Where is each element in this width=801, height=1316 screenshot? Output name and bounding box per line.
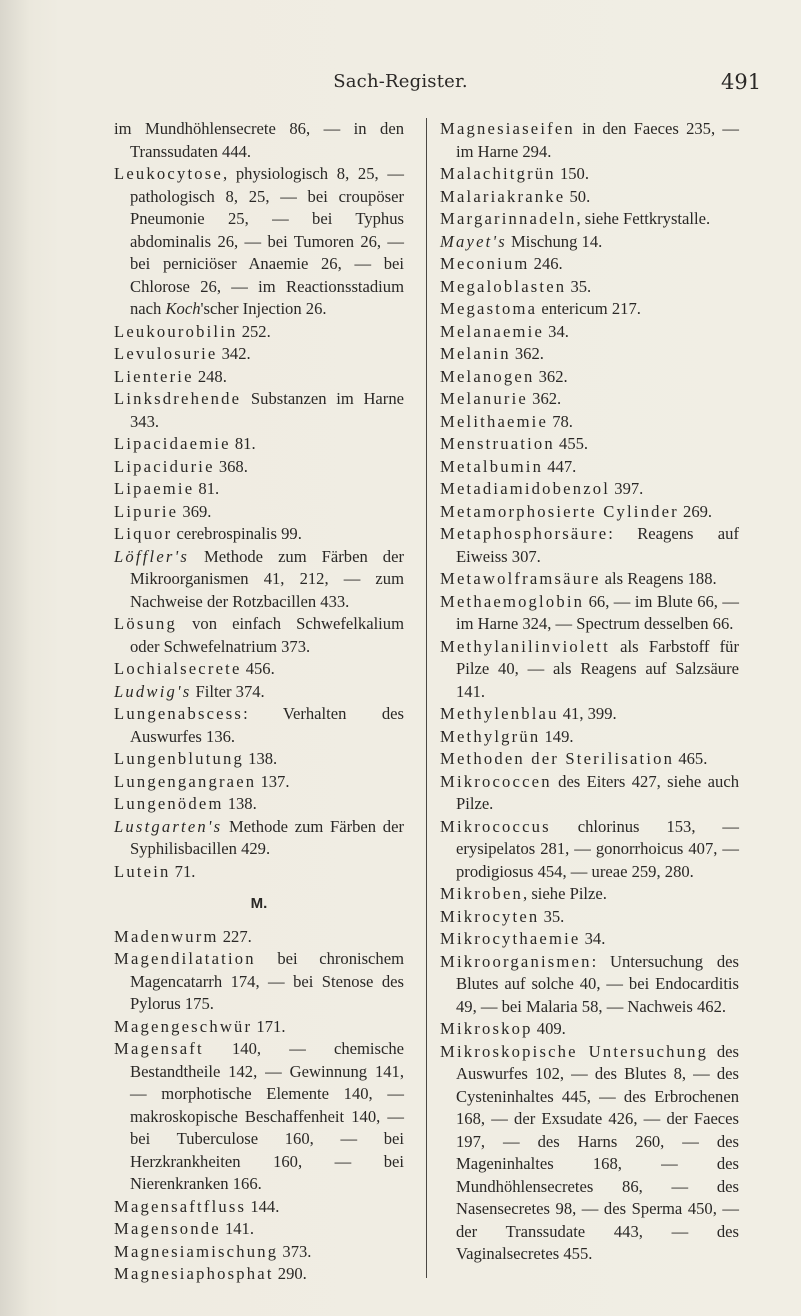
index-entry xyxy=(114,478,404,501)
entry-headword: Mikrocythaemie xyxy=(440,929,581,948)
index-entry xyxy=(440,726,739,749)
entry-references: 362. xyxy=(528,389,562,408)
entry-continuation: im Mundhöhlensecrete 86, — in den Transsudaten 444. xyxy=(114,119,404,161)
entry-references: 78. xyxy=(548,411,573,431)
entry-references: 144. xyxy=(246,1196,280,1216)
entry-references: des Auswurfes 102, — des Blutes 8, — des Cysteninhaltes 445, — des Erbrochenen 168, — der Exsudate 426, — der Faeces 197, — des Harns 260, — des Mageninhaltes 168, — des Mundhöhlensecretes 86, — des Nasensecretes 98, — des Sperma 450, — der Transsudate 443, — des Vaginalsecretes 455. xyxy=(456,1041,739,1263)
entry-references: Methode zum Färben der Syphilisbacillen 429. xyxy=(130,816,404,858)
entry-references: , physiologisch 8, 25, — pathologisch 8, 25, — bei croupöser Pneumonie 25, — bei Typhus abdominalis 26, — bei Tumoren 26, — bei perniciöser Anaemie 26, — bei Chlorose 26, — im Reactionsstadium nach xyxy=(130,164,404,318)
entry-headword: Metadiamidobenzol xyxy=(440,479,611,498)
index-entry xyxy=(114,703,404,748)
entry-headword: Levulosurie xyxy=(114,344,218,363)
index-entry xyxy=(114,681,404,704)
index-entry xyxy=(440,523,739,568)
entry-headword: Methylanilinviolett xyxy=(440,636,610,656)
index-column-right xyxy=(440,118,739,1266)
index-entry xyxy=(114,1263,404,1286)
entry-references: von einfach Schwefelkalium oder Schwefelnatrium 373. xyxy=(130,614,404,656)
index-entry xyxy=(114,861,404,884)
index-entry xyxy=(114,748,404,771)
entry-headword: Lösung xyxy=(114,614,177,633)
entry-headword: Lipaemie xyxy=(114,479,195,498)
entry-references: 373. xyxy=(278,1241,312,1261)
entry-references: cerebrospinalis 99. xyxy=(172,524,302,543)
entry-headword: Methoden der Sterilisation xyxy=(440,749,675,768)
index-entry xyxy=(114,1038,404,1196)
entry-headword: Megaloblasten xyxy=(440,276,567,296)
entry-headword: Metawolframsäure xyxy=(440,569,601,588)
index-entry xyxy=(440,298,739,321)
index-entry xyxy=(440,253,739,276)
index-entry xyxy=(440,906,739,929)
entry-headword: Melanin xyxy=(440,344,511,363)
index-entry xyxy=(114,118,404,163)
index-entry xyxy=(440,433,739,456)
index-column-left xyxy=(114,118,404,1286)
entry-headword: Meconium xyxy=(440,254,530,273)
entry-references: 140, — chemische Bestandtheile 142, — Gewinnung 141, — morphotische Elemente 140, — makroskopische Beschaffenheit 140, — bei Tuberculose 160, — bei Herzkrankheiten 160, — bei Nierenkranken 166. xyxy=(130,1039,404,1193)
entry-headword: Margarinnadeln xyxy=(440,209,577,228)
entry-references: 368. xyxy=(214,456,248,476)
entry-headword: Melanurie xyxy=(440,389,528,408)
index-entry xyxy=(440,231,739,254)
index-entry xyxy=(440,186,739,209)
index-entry xyxy=(440,1041,739,1266)
index-entry xyxy=(440,928,739,951)
entry-references: , siehe Pilze. xyxy=(523,884,607,903)
entry-references: 455. xyxy=(554,434,589,453)
entry-headword: Methylgrün xyxy=(440,726,541,746)
index-entry xyxy=(114,1218,404,1241)
entry-references: 'scher Injection 26. xyxy=(200,299,327,318)
entry-references: 71. xyxy=(170,861,196,881)
entry-headword: Melanogen xyxy=(440,366,535,386)
entry-references: 362. xyxy=(510,344,544,363)
entry-headword: Lungenödem xyxy=(114,794,224,813)
index-entry xyxy=(114,816,404,861)
entry-headword: Malariakranke xyxy=(440,186,566,206)
index-entry xyxy=(440,568,739,591)
entry-references: 465. xyxy=(674,749,708,768)
entry-headword: Mikroorganismen xyxy=(440,951,592,971)
index-entry xyxy=(114,501,404,524)
entry-references: : Verhalten des Auswurfes 136. xyxy=(130,704,404,746)
entry-headword: Liquor xyxy=(114,524,173,543)
index-entry xyxy=(114,366,404,389)
index-entry xyxy=(440,771,739,816)
index-entry xyxy=(440,321,739,344)
entry-references: 409. xyxy=(532,1019,566,1038)
entry-references: Mischung 14. xyxy=(506,231,603,251)
entry-headword: Lipacidaemie xyxy=(114,434,231,453)
index-entry xyxy=(440,748,739,771)
entry-references: 138. xyxy=(223,794,257,813)
index-entry xyxy=(114,793,404,816)
entry-references: : Untersuchung des Blutes auf solche 40, — bei Endocarditis 49, — bei Malaria 58, — Nachweis 462. xyxy=(456,951,739,1016)
index-entry xyxy=(114,163,404,321)
entry-headword: Linksdrehende xyxy=(114,389,242,408)
index-entry xyxy=(114,1241,404,1264)
index-entry xyxy=(440,118,739,163)
entry-references: 369. xyxy=(178,501,212,521)
index-entry xyxy=(114,433,404,456)
entry-references: 290. xyxy=(273,1264,307,1283)
entry-headword: Madenwurm xyxy=(114,926,219,946)
entry-references: 81. xyxy=(230,434,256,453)
entry-headword: Methylenblau xyxy=(440,704,559,723)
entry-headword: Megastoma xyxy=(440,299,538,318)
entry-references: 137. xyxy=(256,771,290,791)
index-entry xyxy=(440,591,739,636)
index-entry xyxy=(114,613,404,658)
entry-references: 35. xyxy=(566,276,592,296)
index-entry xyxy=(440,478,739,501)
entry-headword: Magensonde xyxy=(114,1219,221,1238)
index-entry xyxy=(440,388,739,411)
entry-references: bei chronischem Magencatarrh 174, — bei Stenose des Pylorus 175. xyxy=(130,949,404,1013)
index-entry xyxy=(114,321,404,344)
entry-references: , siehe Fettkrystalle. xyxy=(576,209,711,228)
entry-headword: Melithaemie xyxy=(440,411,549,431)
entry-name-italic: Koch xyxy=(165,299,201,318)
entry-references: als Reagens 188. xyxy=(600,569,717,588)
entry-references: 342. xyxy=(217,344,251,363)
entry-references: chlorinus 153, — erysipelatos 281, — gonorrhoicus 407, — prodigiosus 454, — ureae 259, 280. xyxy=(456,816,739,881)
entry-headword: Leukocytose xyxy=(114,164,223,183)
index-entry xyxy=(440,501,739,524)
index-entry xyxy=(114,523,404,546)
entry-references: 66, — im Blute 66, — im Harne 324, — Spectrum desselben 66. xyxy=(456,591,739,633)
index-entry xyxy=(114,1196,404,1219)
page-number: 491 xyxy=(721,70,762,94)
entry-references: Methode zum Färben der Mikroorganismen 41, 212, — zum Nachweise der Rotzbacillen 433. xyxy=(130,546,404,611)
entry-references: in den Faeces 235, — im Harne 294. xyxy=(456,119,739,161)
entry-references: 34. xyxy=(544,321,569,341)
entry-references: 35. xyxy=(539,906,565,926)
index-entry xyxy=(440,366,739,389)
index-entry xyxy=(114,658,404,681)
index-entry xyxy=(440,343,739,366)
entry-headword: Lipacidurie xyxy=(114,456,215,476)
entry-headword: Metalbumin xyxy=(440,456,544,476)
entry-references: 81. xyxy=(194,479,220,498)
index-entry xyxy=(114,546,404,614)
entry-references: 456. xyxy=(241,659,275,678)
index-entry xyxy=(440,883,739,906)
index-entry xyxy=(114,388,404,433)
entry-headword: Mikrococcen xyxy=(440,771,552,791)
entry-headword: Mikrocyten xyxy=(440,906,540,926)
entry-headword: Lipurie xyxy=(114,501,179,521)
entry-references: 362. xyxy=(534,366,568,386)
entry-references: 141. xyxy=(220,1219,254,1238)
index-entry xyxy=(114,456,404,479)
index-entry xyxy=(440,276,739,299)
entry-references: 269. xyxy=(678,501,713,521)
index-entry xyxy=(440,163,739,186)
entry-headword: Ludwig's xyxy=(114,681,192,701)
entry-headword: Malachitgrün xyxy=(440,164,556,183)
entry-headword: Lustgarten's xyxy=(114,816,223,836)
entry-headword: Magendilatation xyxy=(114,949,256,968)
index-entry xyxy=(114,1016,404,1039)
entry-headword: Magnesiaphosphat xyxy=(114,1264,274,1283)
entry-references: 246. xyxy=(529,254,563,273)
entry-headword: Magensaft xyxy=(114,1039,204,1058)
index-entry xyxy=(440,703,739,726)
index-entry xyxy=(440,208,739,231)
entry-references: des Eiters 427, siehe auch Pilze. xyxy=(456,771,739,813)
entry-headword: Mikroskopische Untersuchung xyxy=(440,1041,709,1061)
index-entry xyxy=(440,411,739,434)
entry-headword: Lungenblutung xyxy=(114,749,244,768)
entry-headword: Melanaemie xyxy=(440,321,545,341)
entry-headword: Löffler's xyxy=(114,546,189,566)
entry-references: 227. xyxy=(218,926,252,946)
entry-headword: Lungenabscess xyxy=(114,704,244,723)
entry-references: 252. xyxy=(237,321,271,341)
entry-references: 50. xyxy=(565,186,591,206)
entry-references: : Reagens auf Eiweiss 307. xyxy=(456,524,739,566)
index-entry xyxy=(440,816,739,884)
entry-headword: Lutein xyxy=(114,861,171,881)
entry-references: 41, 399. xyxy=(558,704,617,723)
entry-headword: Mayet's xyxy=(440,231,507,251)
index-entry xyxy=(440,951,739,1019)
entry-references: 149. xyxy=(540,726,574,746)
entry-headword: Metamorphosierte Cylinder xyxy=(440,501,679,521)
index-entry xyxy=(114,771,404,794)
entry-headword: Lochialsecrete xyxy=(114,659,242,678)
entry-headword: Menstruation xyxy=(440,434,555,453)
entry-headword: Magnesiaseifen xyxy=(440,119,575,138)
entry-headword: Mikroben xyxy=(440,884,524,903)
section-heading: M. xyxy=(250,895,268,912)
entry-headword: Lienterie xyxy=(114,366,194,386)
index-entry xyxy=(114,343,404,366)
entry-headword: Lungengangraen xyxy=(114,771,257,791)
entry-references: 138. xyxy=(244,749,278,768)
index-entry xyxy=(114,926,404,949)
entry-references: 397. xyxy=(610,479,644,498)
entry-references: entericum 217. xyxy=(537,299,641,318)
column-divider xyxy=(426,118,427,1278)
entry-headword: Magnesiamischung xyxy=(114,1241,279,1261)
entry-references: 150. xyxy=(555,164,589,183)
entry-headword: Mikrococcus xyxy=(440,816,551,836)
entry-references: Substanzen im Harne 343. xyxy=(130,389,404,431)
entry-references: 171. xyxy=(252,1016,286,1036)
entry-headword: Methaemoglobin xyxy=(440,591,585,611)
index-entry xyxy=(440,456,739,479)
entry-references: 447. xyxy=(543,456,577,476)
entry-headword: Mikroskop xyxy=(440,1019,533,1038)
entry-references: als Farbstoff für Pilze 40, — als Reagens auf Salzsäure 141. xyxy=(456,636,739,701)
entry-references: Filter 374. xyxy=(191,681,265,701)
running-header: Sach-Register. xyxy=(333,71,468,92)
entry-headword: Metaphosphorsäure xyxy=(440,524,609,543)
entry-headword: Leukourobilin xyxy=(114,321,238,341)
entry-references: 248. xyxy=(193,366,227,386)
index-entry xyxy=(440,1018,739,1041)
index-entry xyxy=(440,636,739,704)
entry-headword: Magengeschwür xyxy=(114,1016,253,1036)
entry-headword: Magensaftfluss xyxy=(114,1196,247,1216)
entry-references: 34. xyxy=(580,929,606,948)
index-entry xyxy=(114,948,404,1016)
